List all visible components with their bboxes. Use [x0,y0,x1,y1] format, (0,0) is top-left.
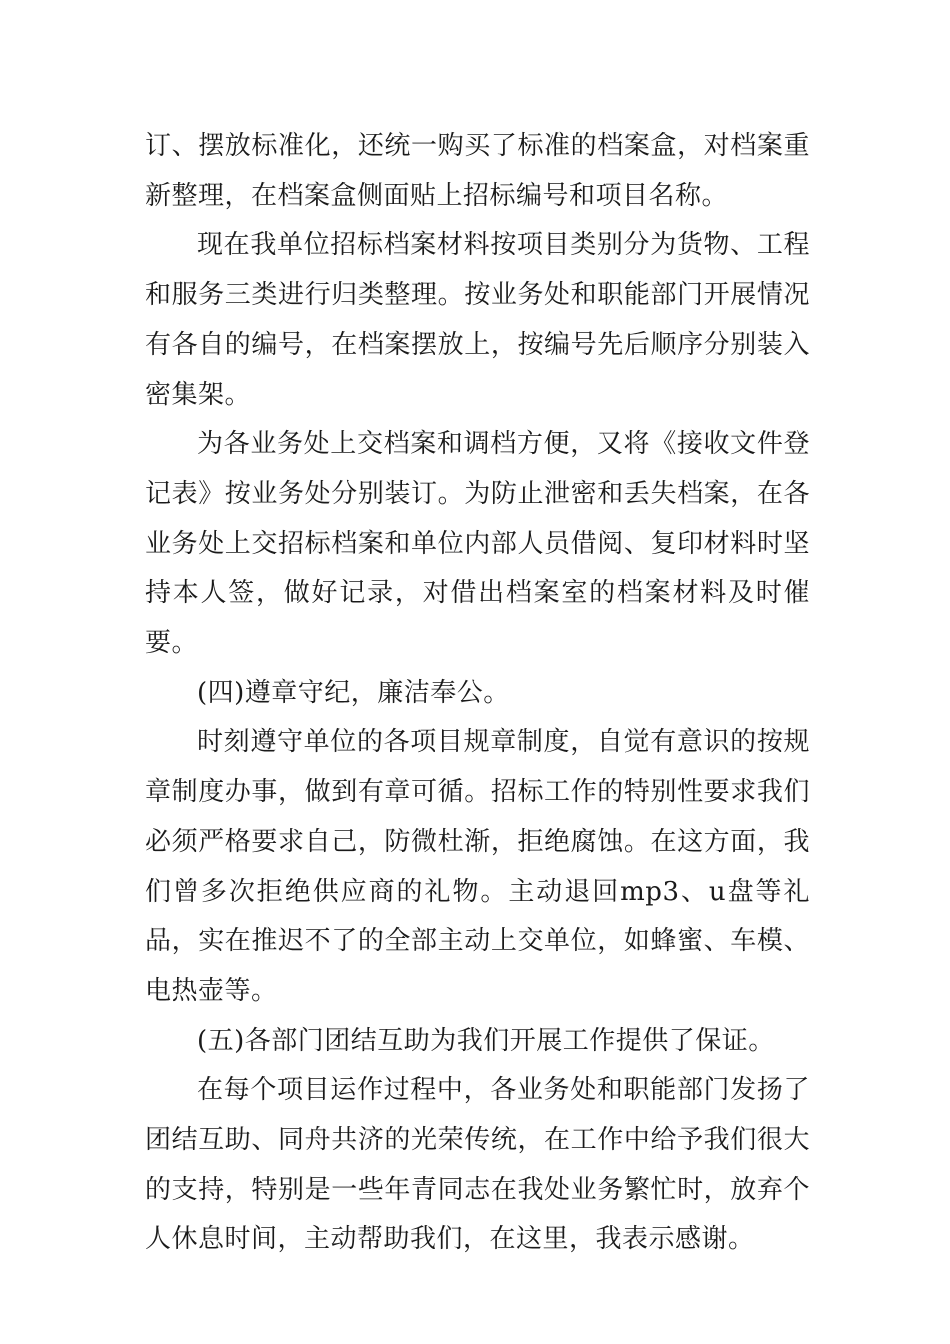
paragraph-cooperation: 在每个项目运作过程中，各业务处和职能部门发扬了团结互助、同舟共济的光荣传统，在工作中给予我们很大的支持，特别是一些年青同志在我处业务繁忙时，放弃个人休息时间，主动帮助我们，在这里，我表示感谢。 [145,1075,810,1255]
section-heading-four: (四)遵章守纪，廉洁奉公。 [197,677,510,708]
paragraph-integrity: 时刻遵守单位的各项目规章制度，自觉有意识的按规章制度办事，做到有章可循。招标工作的特别性要求我们必须严格要求自己，防微杜渐，拒绝腐蚀。在这方面，我们曾多次拒绝供应商的礼物。主动退回mp3、u盘等礼品，实在推迟不了的全部主动上交单位，如蜂蜜、车模、电热壶等。 [145,727,810,1006]
section-heading-five: (五)各部门团结互助为我们开展工作提供了保证。 [197,1025,775,1056]
document-body [145,122,810,1265]
paragraph-archive-registration: 为各业务处上交档案和调档方便，又将《接收文件登记表》按业务处分别装订。为防止泄密和丢失档案，在各业务处上交招标档案和单位内部人员借阅、复印材料时坚持本人签，做好记录，对借出档案室的档案材料及时催要。 [145,429,810,659]
paragraph-archive-standardization: 订、摆放标准化，还统一购买了标准的档案盒，对档案重新整理，在档案盒侧面贴上招标编号和项目名称。 [145,131,810,211]
paragraph-archive-classification: 现在我单位招标档案材料按项目类别分为货物、工程和服务三类进行归类整理。按业务处和职能部门开展情况有各自的编号，在档案摆放上，按编号先后顺序分别装入密集架。 [145,230,810,410]
